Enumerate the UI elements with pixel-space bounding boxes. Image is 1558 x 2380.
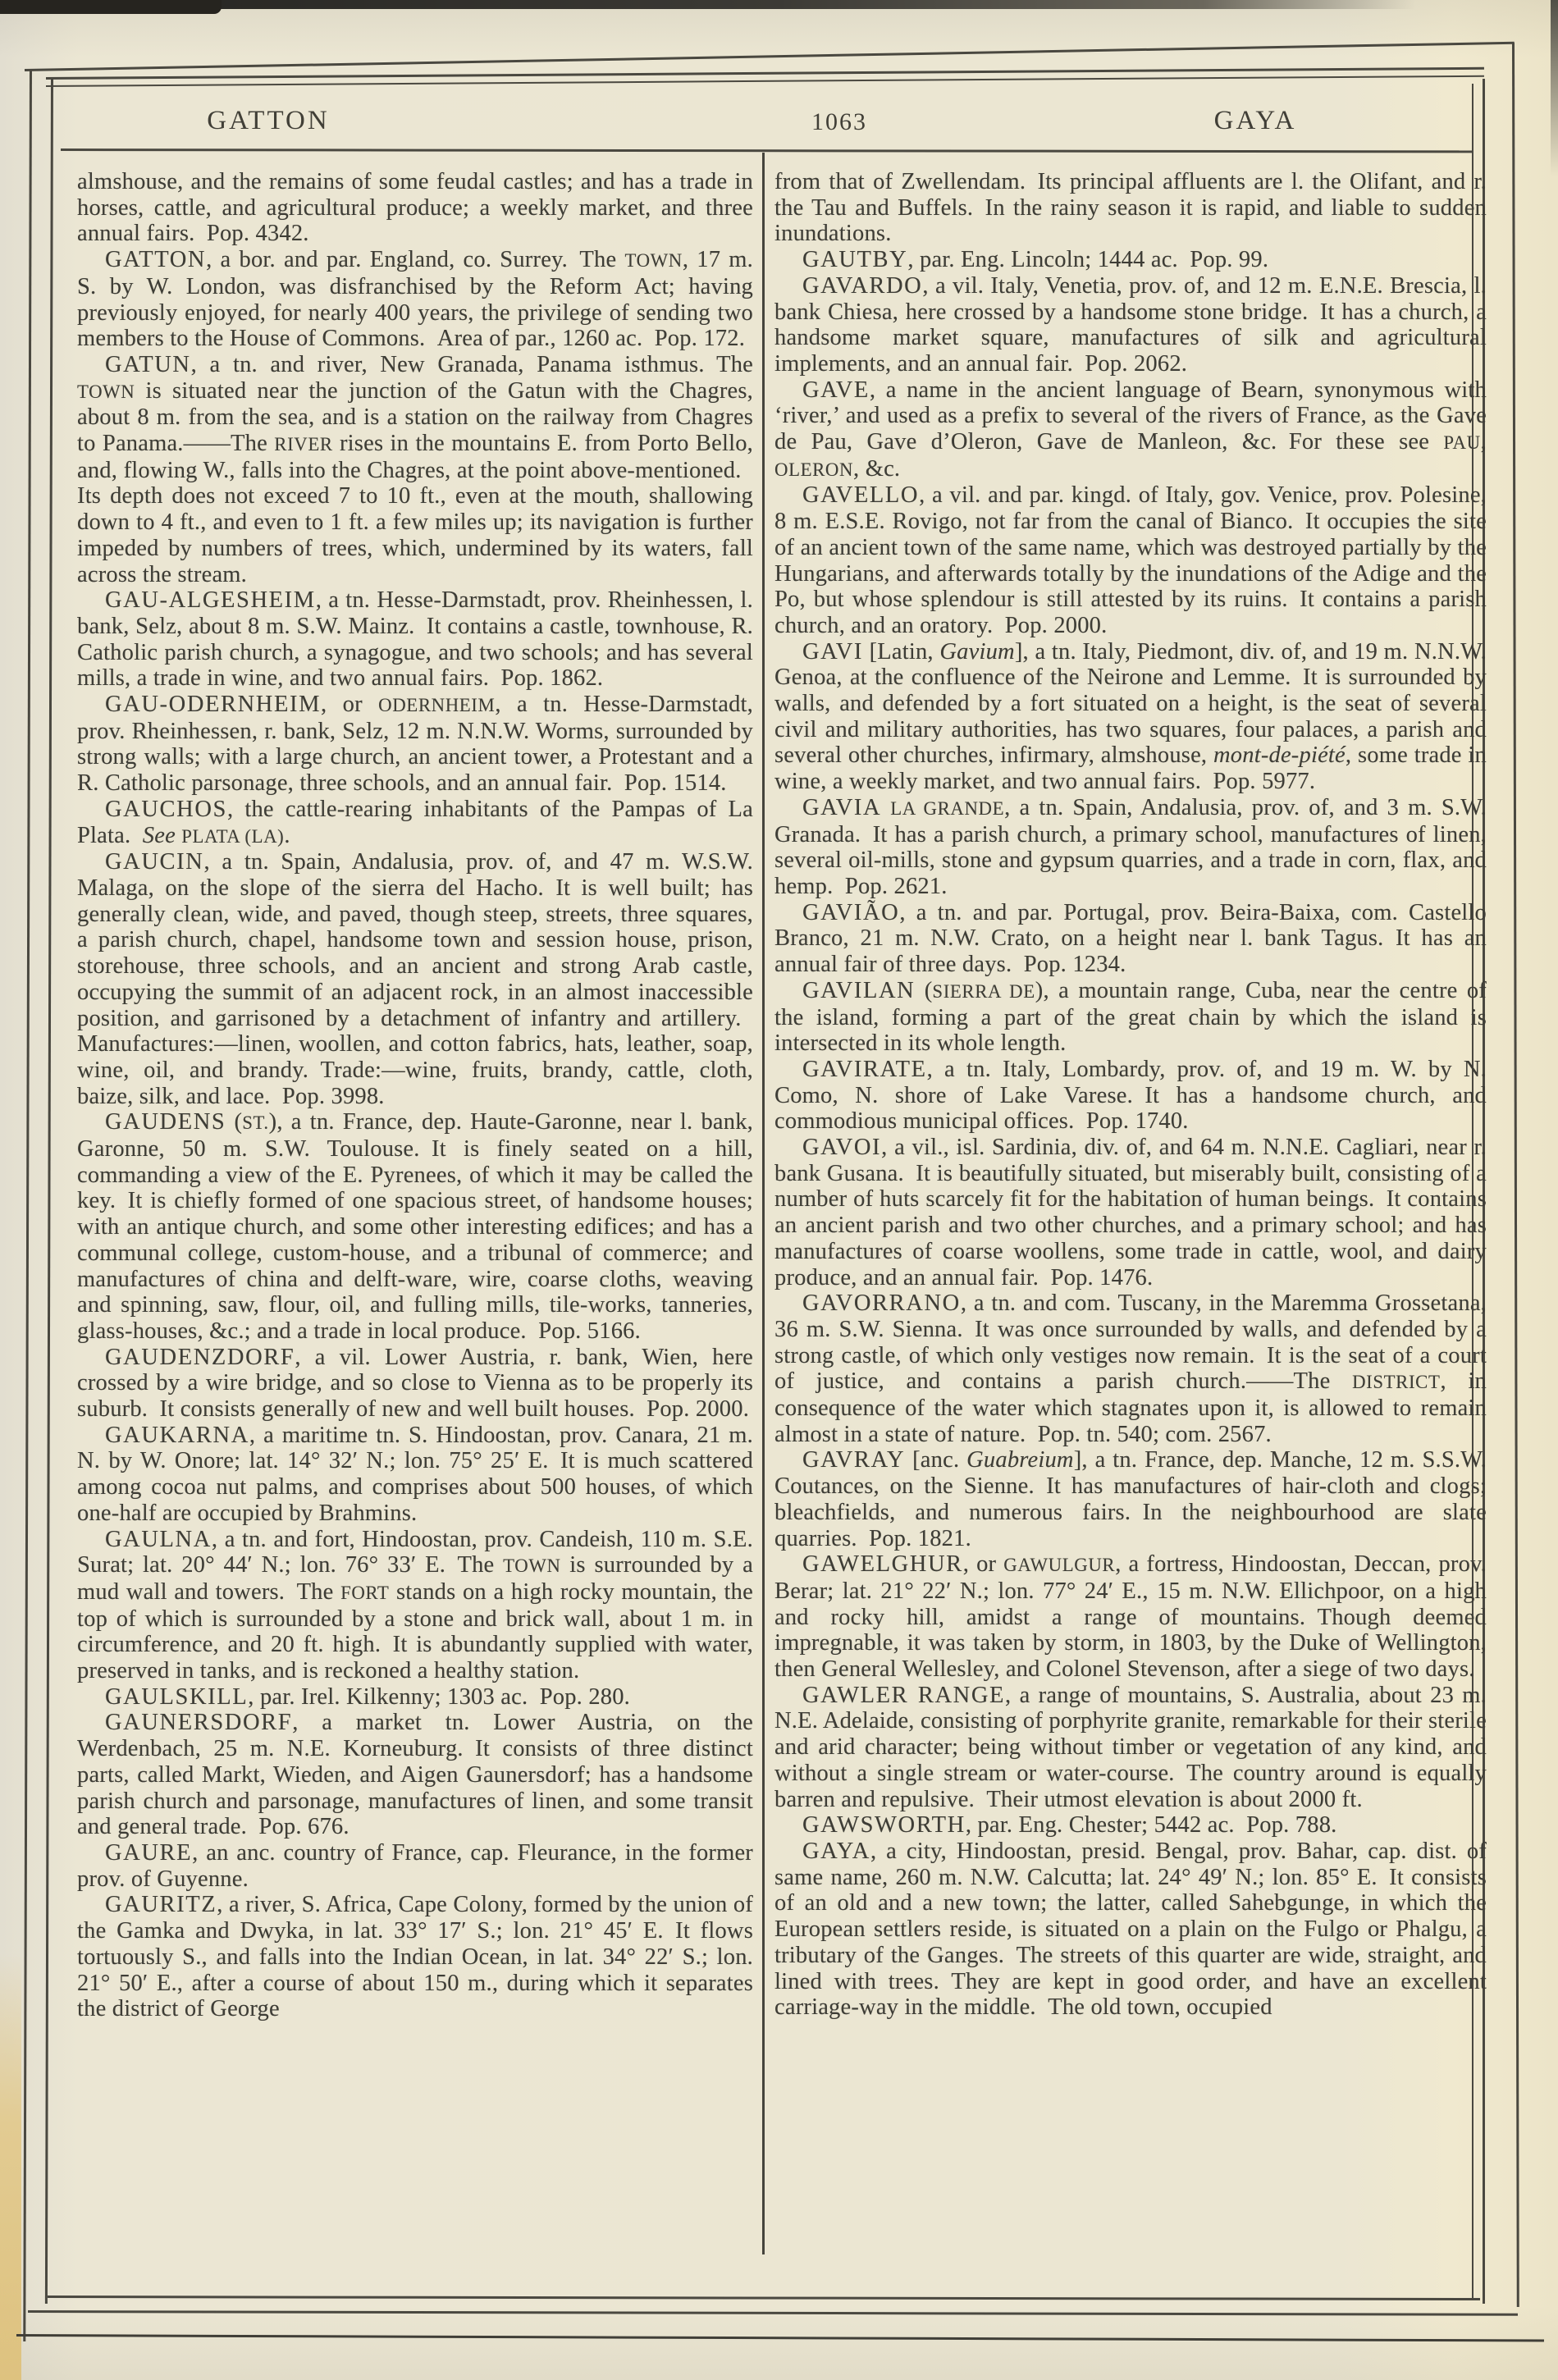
entry-headword: GAVOI <box>802 1135 882 1161</box>
entry-text: PAU <box>1443 432 1481 454</box>
entry-headword: GAUDENS <box>105 1109 226 1135</box>
entry-text: is situated near the junction of the Gatun with the Chagres, about 8 m. from the sea, and is a station on the railway from Chagres to Panama.——The <box>77 377 753 457</box>
entry-text: SIERRA DE <box>932 980 1035 1002</box>
entry-paragraph <box>77 247 753 352</box>
entry-paragraph <box>774 1551 1487 1683</box>
entry-paragraph <box>774 273 1487 377</box>
entry-text: , a market tn. Lower Austria, on the Werdenbach, 25 m. N.E. Korneuburg. It consists of three distinct parts, called Markt, Wieden, and Aigen Gaunersdorf; has a handsome parish church and parsonage, manufactures of linen, and some transit and general trade. Pop. 676. <box>77 1710 753 1840</box>
entry-paragraph <box>774 1290 1487 1447</box>
entry-paragraph <box>774 1447 1487 1551</box>
entry-text: Guabreium <box>966 1447 1074 1473</box>
entry-text: , a bor. and par. England, co. Surrey. The <box>206 247 625 273</box>
entry-headword: GAWELGHUR <box>802 1551 963 1578</box>
entry-text: LA GRANDE <box>890 797 1005 819</box>
column-divider-rule <box>762 153 765 2254</box>
header-rule <box>61 148 1472 153</box>
entry-paragraph <box>77 1684 753 1711</box>
entry-text: , a tn. Hesse-Darmstadt, prov. Rheinhessen, r. bank, Selz, 12 m. N.N.W. Worms, surrounded by strong walls; with a large church, an ancient tower, a Protestant and a R. Catholic parsonage, three schools, and an annual fair. Pop. 1514. <box>77 692 754 797</box>
entry-text: . <box>284 822 290 848</box>
entry-paragraph <box>77 1109 753 1344</box>
entry-text: ST. <box>242 1112 269 1134</box>
frame-rule-right-outer <box>1512 43 1519 2307</box>
entry-text: ( <box>226 1109 243 1135</box>
entry-text: [Latin, <box>862 638 940 665</box>
entry-text: , a tn. Italy, Lombardy, prov. of, and 19 m. W. by N. Como, N. shore of Lake Varese. It has a handsome church, and commodious municipal offices. Pop. 1740. <box>774 1056 1487 1135</box>
entry-text <box>881 795 890 820</box>
entry-text: , a name in the ancient language of Bearn, synonymous with ‘river,’ and used as a prefix to several of the rivers of France, as the Gave de Pau, Gave d’Oleron, Gave de Manleon, &c. For these see <box>774 377 1487 455</box>
entry-paragraph <box>77 1345 753 1423</box>
entry-headword: GAVIA <box>802 794 882 820</box>
entry-text: , a tn. and fort, Hindoostan, prov. Candeish, 110 m. S.E. Surat; lat. 20° 44′ N.; lon. 76° 33′ E. The <box>77 1526 753 1578</box>
entry-text: , a tn. Hesse-Darmstadt, prov. Rheinhessen, l. bank, Selz, about 8 m. S.W. Mainz. It contains a castle, townhouse, R. Catholic parish church, a synagogue, and two schools; and has several mills, a trade in wine, and two annual fairs. Pop. 1862. <box>77 587 753 692</box>
page-number: 1063 <box>811 108 867 135</box>
entry-paragraph <box>774 1135 1487 1290</box>
entry-paragraph <box>77 1840 753 1892</box>
entry-headword: GAVRAY <box>802 1447 906 1473</box>
entry-headword: GATUN <box>105 351 191 377</box>
entry-headword: GAURITZ <box>105 1892 217 1918</box>
entry-paragraph <box>774 1683 1487 1813</box>
entry-headword: GAURE <box>105 1840 193 1866</box>
entry-paragraph <box>774 1057 1487 1135</box>
entry-headword: GAVIÃO <box>802 899 900 925</box>
entry-paragraph <box>77 587 753 692</box>
entry-paragraph <box>77 692 753 797</box>
entry-text: See <box>142 822 176 848</box>
entry-text: , a vil. Italy, Venetia, prov. of, and 12 m. E.N.E. Brescia, l. bank Chiesa, here crossed by a handsome stone bridge. It has a church, a handsome market square, manufactures of silk and agricultural implements, and an annual fair. Pop. 2062. <box>774 272 1487 377</box>
entry-headword: GAVE <box>802 377 870 403</box>
entry-text: , the cattle-rearing inhabitants of the Pampas of La Plata. <box>77 796 753 848</box>
entry-text: ], a tn. France, dep. Manche, 12 m. S.S.W. Coutances, on the Sienne. It has manufactures of hair-cloth and clogs; bleachfields, and numerous fairs. In the neighbourhood are slate quarries. Pop. 1821. <box>774 1447 1487 1551</box>
entry-text: , a vil., isl. Sardinia, div. of, and 64 m. N.N.E. Cagliari, near r. bank Gusana. It is beautifully situated, but miserably built, consisting of a number of huts scarcely fit for the habitation of human beings. It contains an ancient parish and two other churches, and a primary school; and has manufactures of coarse woollens, some trade in cattle, wool, and dairy produce, and an annual fair. Pop. 1476. <box>774 1135 1487 1290</box>
entry-headword: GAUCHOS <box>105 796 227 822</box>
running-head-left: GATTON <box>207 106 330 135</box>
entry-paragraph <box>77 1892 753 2022</box>
frame-rule-top-outer <box>25 42 1515 71</box>
entry-text: from that of Zwellendam. Its principal affluents are l. the Olifant, and r. the Tau and Buffels. In the rainy season it is rapid, and liable to sudden inundations. <box>774 169 1487 247</box>
entry-text: , a tn. and com. Tuscany, in the Maremma Grossetana, 36 m. S.W. Sienna. It was once surrounded by walls, and defended by a strong castle, of which only vestiges now remain. It is the seat of a court of justice, and contains a parish church.——The <box>774 1290 1487 1395</box>
entry-text: , in consequence of the water which stagnates upon it, is allowed to remain almost in a state of nature. Pop. tn. 540; com. 2567. <box>774 1368 1487 1447</box>
entry-paragraph <box>774 1839 1487 2021</box>
entry-paragraph <box>774 482 1487 638</box>
entry-paragraph <box>774 169 1487 247</box>
entry-paragraph <box>77 352 753 587</box>
entry-headword: GAUNERSDORF <box>105 1710 293 1736</box>
entry-text: , some trade in wine, a weekly market, and two annual fairs. Pop. 5977. <box>774 742 1487 795</box>
entry-headword: GAULNA <box>105 1526 212 1552</box>
entry-paragraph <box>774 978 1487 1057</box>
entry-text: DISTRICT <box>1352 1372 1441 1393</box>
entry-text: , a maritime tn. S. Hindoostan, prov. Canara, 21 m. N. by W. Onore; lat. 14° 32′ N.; lon. 75° 25′ E. It is much scattered among cocoa nut palms, and comprises about 500 houses, of which one-half are occupied by Brahmins. <box>77 1422 753 1526</box>
entry-text: , <box>1480 429 1487 455</box>
entry-paragraph <box>774 900 1487 978</box>
entry-headword: GAWSWORTH <box>802 1812 966 1839</box>
entry-headword: GATTON <box>105 247 207 273</box>
entry-paragraph <box>77 169 753 247</box>
entry-text: , a tn. Spain, Andalusia, prov. of, and 3 m. S.W. Granada. It has a parish church, a primary school, manufactures of linen, several oil-mills, stone and gypsum quarries, and a trade in corn, flax, and hemp. Pop. 2621. <box>774 794 1487 899</box>
entry-text: TOWN <box>77 381 135 402</box>
entry-text: , an anc. country of France, cap. Fleurance, in the former prov. of Guyenne. <box>77 1840 753 1892</box>
entry-text: , a tn. Spain, Andalusia, prov. of, and 47 m. W.S.W. Malaga, on the slope of the sierra del Hacho. It is well built; has generally clean, wide, and paved, though steep, streets, three squares, a parish church, chapel, handsome town and session house, prison, storehouse, three schools, and an ancient and strong Arab castle, occupying the summit of an adjacent rock, in an almost inaccessible position, and garrisoned by a detachment of infantry and artillery. Manufactures:—linen, woollen, and cotton fabrics, hats, leather, soap, wine, oil, and brandy. Trade:—wine, fruits, brandy, cattle, cloth, baize, silk, and lace. Pop. 3998. <box>77 849 753 1109</box>
scan-edge-left-bottom <box>0 1953 21 2380</box>
entry-text: RIVER <box>274 434 333 455</box>
entry-text: ( <box>915 977 933 1003</box>
entry-text: ), a mountain range, Cuba, near the centre of the island, forming a part of the great chain by which the island is intersected in its whole length. <box>774 977 1487 1057</box>
entry-text: , par. Eng. Lincoln; 1444 ac. Pop. 99. <box>907 247 1269 273</box>
text-column-left <box>77 169 753 2022</box>
frame-rule-bottom-inner-1 <box>48 2295 1480 2300</box>
frame-rule-bottom-inner-2 <box>28 2310 1518 2316</box>
entry-paragraph <box>774 247 1487 273</box>
entry-text: ODERNHEIM <box>378 695 496 716</box>
entry-headword: GAULSKILL <box>105 1683 249 1710</box>
entry-text: , 17 m. S. by W. London, was disfranchised by the Reform Act; having previously enjoyed, for nearly 400 years, the privilege of sending two members to the House of Commons. Area of par., 1260 ac. Pop. 172. <box>77 247 754 352</box>
entry-text: , a vil. Lower Austria, r. bank, Wien, here crossed by a wire bridge, and so close to Vienna as to be properly its suburb. It consists generally of new and well built houses. Pop. 2000. <box>77 1344 753 1423</box>
entry-text: , a vil. and par. kingd. of Italy, gov. Venice, prov. Polesine, 8 m. E.S.E. Rovigo, not far from the canal of Bianco. It occupies the site of an ancient town of the same name, which was destroyed partially by the Hungarians, and afterwards totally by the inundations of the Adige and the Po, but whose splendour is still attested by its ruins. It contains a parish church, and an oratory. Pop. 2000. <box>774 482 1487 638</box>
entry-text: FORT <box>340 1582 390 1603</box>
entry-paragraph <box>77 1423 753 1527</box>
entry-text: almshouse, and the remains of some feudal castles; and has a trade in horses, cattle, and agricultural produce; a weekly market, and three annual fairs. Pop. 4342. <box>77 169 753 247</box>
entry-paragraph <box>774 639 1487 795</box>
entry-headword: GAVORRANO <box>802 1290 961 1317</box>
entry-text: OLERON <box>774 459 854 480</box>
entry-headword: GAUKARNA <box>105 1422 249 1448</box>
scan-edge-top-right <box>1551 0 1558 176</box>
entry-text: ), a tn. France, dep. Haute-Garonne, near l. bank, Garonne, 50 m. S.W. Toulouse. It is finely seated on a hill, commanding a view of the E. Pyrenees, of which it may be called the key. It is chiefly formed of one spacious street, of handsome houses; with an antique church, and some other interesting edifices; and has a communal college, custom-house, and a tribunal of commerce; and manufactures of china and delft-ware, wire, coarse cloths, weaving and spinning, saw, flour, oil, and fulling mills, tile-works, tanneries, glass-houses, &c.; and a trade in local produce. Pop. 5166. <box>77 1109 753 1344</box>
entry-text: [anc. <box>905 1447 967 1473</box>
frame-rule-bottom-outer <box>16 2334 1544 2341</box>
entry-headword: GAVARDO <box>802 272 923 299</box>
entry-paragraph <box>77 849 753 1109</box>
entry-text: , &c. <box>853 455 901 482</box>
entry-headword: GAVIRATE <box>802 1056 927 1082</box>
text-column-right <box>774 169 1487 2021</box>
entry-headword: GAUCIN <box>105 849 204 875</box>
entry-paragraph <box>77 1710 753 1840</box>
entry-headword: GAYA <box>802 1839 870 1864</box>
entry-headword: GAWLER RANGE <box>802 1682 1006 1708</box>
entry-headword: GAU-ODERNHEIM <box>105 692 322 718</box>
entry-text: , a tn. and par. Portugal, prov. Beira-Baixa, com. Castello Branco, 21 m. N.W. Crato, on a height near l. bank Tagus. It has an annual fair of three days. Pop. 1234. <box>774 899 1487 978</box>
entry-text: , par. Eng. Chester; 5442 ac. Pop. 788. <box>965 1812 1337 1839</box>
frame-rule-left-outer <box>23 71 32 2341</box>
entry-headword: GAVELLO <box>802 482 920 509</box>
entry-text: , a city, Hindoostan, presid. Bengal, prov. Bahar, cap. dist. of same name, 260 m. N.W. Calcutta; lat. 24° 49′ N.; lon. 85° E. It consists of an old and a new town; the latter, called Sahebgunge, in which the European settlers reside, is situated on a plain on the Fulgo or Phalgu, a tributary of the Ganges. The streets of this quarter are wide, straight, and lined with trees. They are kept in good order, and have an excellent carriage-way in the middle. The old town, occupied <box>774 1839 1487 2021</box>
entry-headword: GAVI <box>802 638 863 665</box>
frame-rule-left-inner <box>45 79 53 2304</box>
entry-paragraph <box>774 1812 1487 1839</box>
entry-paragraph <box>77 797 753 849</box>
entry-text: , a river, S. Africa, Cape Colony, formed by the union of the Gamka and Dwyka, in lat. 33° 17′ S.; lon. 21° 45′ E. It flows tortuously S., and falls into the Indian Ocean, in lat. 34° 22′ S.; lon. 21° 50′ E., after a course of about 150 m., during which it separates the district of George <box>77 1892 753 2022</box>
entry-headword: GAUTBY <box>802 247 908 273</box>
entry-text: is surrounded by a mud wall and towers. The <box>77 1552 754 1605</box>
entry-text: , or <box>962 1551 1004 1578</box>
running-head-right: GAYA <box>1213 106 1297 135</box>
entry-text: PLATA (LA) <box>181 825 285 847</box>
entry-paragraph <box>77 1527 753 1684</box>
entry-text: , a fortress, Hindoostan, Deccan, prov. Berar; lat. 21° 22′ N.; lon. 77° 24′ E., 15 m. N.W. Ellichpoor, on a high and rocky hill, amidst a range of mountains. Though deemed impregnable, it was taken by storm, in 1803, by the Duke of Wellington, then General Wellesley, and Colonel Stevenson, after a siege of two days. <box>774 1551 1487 1683</box>
entry-text: mont-de-piété <box>1213 742 1346 769</box>
entry-headword: GAU-ALGESHEIM <box>105 587 316 614</box>
entry-text: TOWN <box>503 1555 561 1577</box>
entry-paragraph <box>774 795 1487 900</box>
entry-headword: GAVILAN <box>802 977 916 1003</box>
entry-text: GAWULGUR <box>1003 1555 1116 1576</box>
entry-text: Gavium <box>939 638 1015 665</box>
entry-text: , or <box>321 692 379 718</box>
entry-text: ], a tn. Italy, Piedmont, div. of, and 19 m. N.N.W. Genoa, at the confluence of the Neirone and Lemme. It is surrounded by walls, and defended by a fort situated on a height, is the seat of several civil and military authorities, has two squares, four palaces, a parish and several other churches, infirmary, almshouse, <box>774 638 1487 769</box>
entry-text: , par. Irel. Kilkenny; 1303 ac. Pop. 280. <box>248 1683 630 1710</box>
entry-headword: GAUDENZDORF <box>105 1344 295 1370</box>
scan-edge-top-left <box>0 0 222 14</box>
entry-text: TOWN <box>624 250 683 272</box>
entry-text: stands on a high rocky mountain, the top of which is surrounded by a stone and brick wall, about 1 m. in circumference, and 20 ft. high. It is abundantly supplied with water, preserved in tanks, and is reckoned a healthy station. <box>77 1578 753 1684</box>
entry-text: rises in the mountains E. from Porto Bello, and, flowing W., falls into the Chagres, at the point above-mentioned. Its depth does not exceed 7 to 10 ft., even at the mouth, shallowing down to 4 ft., and even to 1 ft. a few miles up; its navigation is further impeded by numbers of trees, which, undermined by its waters, fall across the stream. <box>77 431 753 587</box>
entry-paragraph <box>774 377 1487 483</box>
entry-text: , a range of mountains, S. Australia, about 23 m. N.E. Adelaide, consisting of porphyrite granite, remarkable for their sterile and arid character; being without timber or vegetation of any kind, and without a single stream or water-course. The country around is equally barren and repulsive. Their utmost elevation is about 2000 ft. <box>774 1682 1487 1812</box>
entry-text: , a tn. and river, New Granada, Panama isthmus. The <box>190 351 753 377</box>
